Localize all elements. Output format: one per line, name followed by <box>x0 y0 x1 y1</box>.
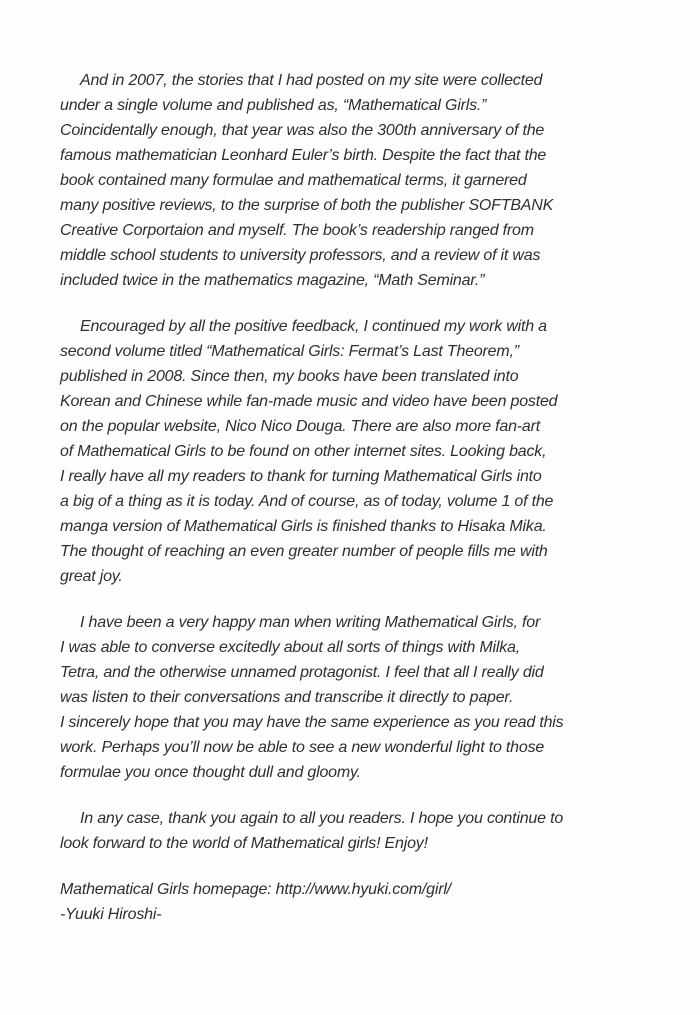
text-line: included twice in the mathematics magazine, “Math Seminar.” <box>60 272 485 289</box>
text-line: famous mathematician Leonhard Euler’s birth. Despite the fact that the <box>60 147 547 164</box>
text-line: of Mathematical Girls to be found on other internet sites. Looking back, <box>60 443 547 460</box>
text-line: In any case, thank you again to all you readers. I hope you continue to <box>80 810 564 827</box>
body-paragraph <box>60 610 670 785</box>
text-line: And in 2007, the stories that I had posted on my site were collected <box>80 72 543 89</box>
text-line: was listen to their conversations and transcribe it directly to paper. <box>60 689 514 706</box>
author-signature-line: -Yuuki Hiroshi- <box>60 906 162 923</box>
text-line: published in 2008. Since then, my books have been translated into <box>60 368 519 385</box>
text-line: I was able to converse excitedly about all sorts of things with Milka, <box>60 639 521 656</box>
text-line: middle school students to university professors, and a review of it was <box>60 247 541 264</box>
body-paragraph <box>60 68 670 293</box>
text-line: formulae you once thought dull and gloomy. <box>60 764 361 781</box>
text-line: I have been a very happy man when writing Mathematical Girls, for <box>80 614 541 631</box>
homepage-url-line: Mathematical Girls homepage: http://www.hyuki.com/girl/ <box>60 881 451 898</box>
body-paragraph <box>60 806 670 856</box>
text-line: The thought of reaching an even greater number of people fills me with <box>60 543 548 560</box>
footer-paragraph <box>60 877 670 927</box>
text-line: Encouraged by all the positive feedback, I continued my work with a <box>80 318 547 335</box>
text-line: work. Perhaps you’ll now be able to see a new wonderful light to those <box>60 739 545 756</box>
text-line: under a single volume and published as, “Mathematical Girls.” <box>60 97 487 114</box>
text-line: book contained many formulae and mathematical terms, it garnered <box>60 172 527 189</box>
text-line: Tetra, and the otherwise unnamed protagonist. I feel that all I really did <box>60 664 544 681</box>
text-line: second volume titled “Mathematical Girls: Fermat’s Last Theorem,” <box>60 343 519 360</box>
text-line: Coincidentally enough, that year was also the 300th anniversary of the <box>60 122 545 139</box>
text-line: a big of a thing as it is today. And of course, as of today, volume 1 of the <box>60 493 554 510</box>
text-line: manga version of Mathematical Girls is finished thanks to Hisaka Mika. <box>60 518 547 535</box>
text-line: many positive reviews, to the surprise of both the publisher SOFTBANK <box>60 197 554 214</box>
text-line: on the popular website, Nico Nico Douga. There are also more fan-art <box>60 418 540 435</box>
text-line: I really have all my readers to thank for turning Mathematical Girls into <box>60 468 542 485</box>
text-line: Creative Corportaion and myself. The book’s readership ranged from <box>60 222 534 239</box>
body-paragraph <box>60 314 670 589</box>
text-line: look forward to the world of Mathematical girls! Enjoy! <box>60 835 428 852</box>
text-line: I sincerely hope that you may have the same experience as you read this <box>60 714 564 731</box>
text-line: Korean and Chinese while fan-made music and video have been posted <box>60 393 558 410</box>
page-content <box>60 68 670 927</box>
text-line: great joy. <box>60 568 123 585</box>
